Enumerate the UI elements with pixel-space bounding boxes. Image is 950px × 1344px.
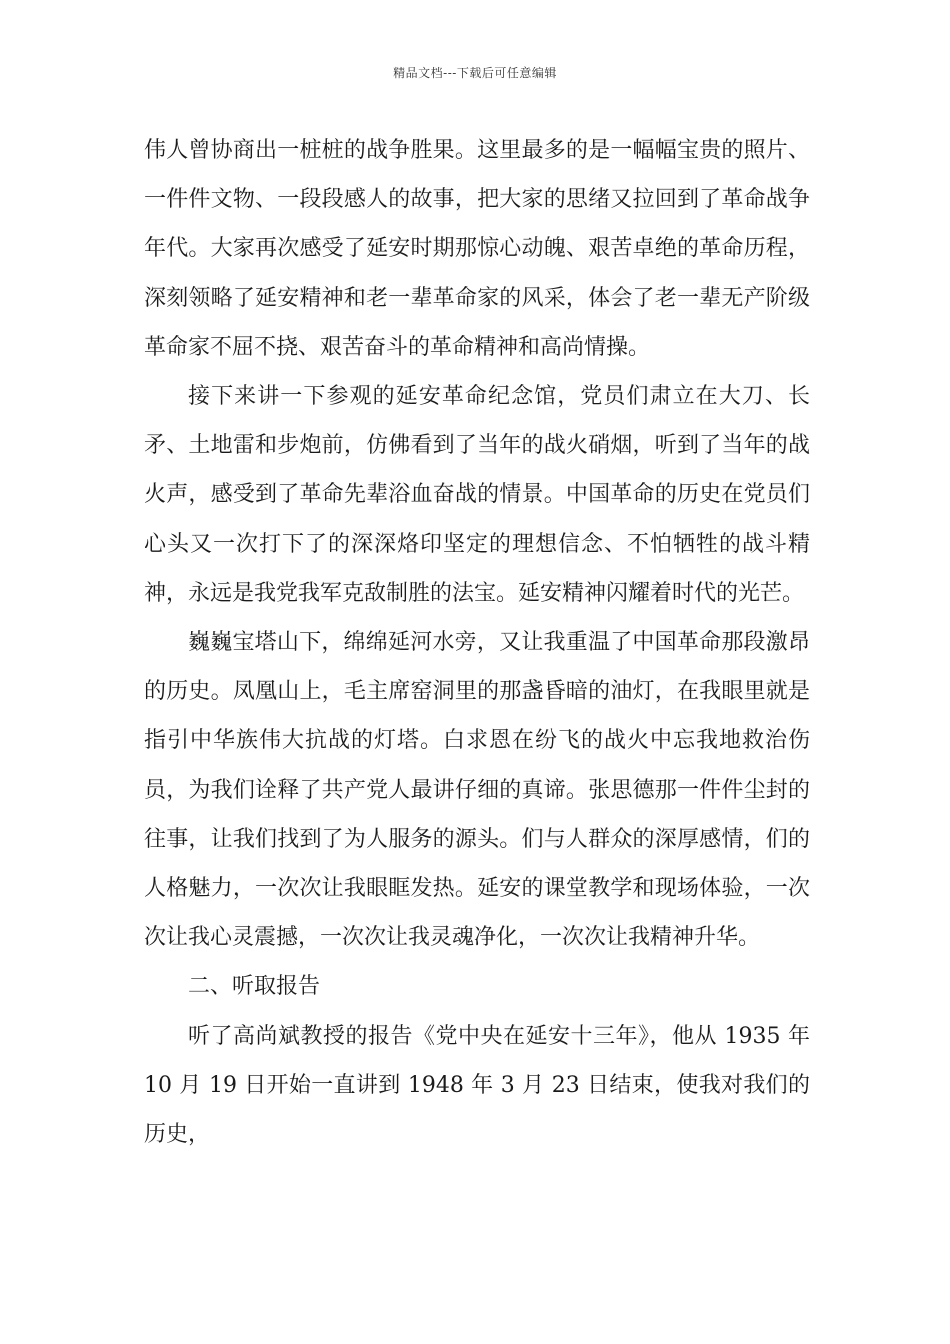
page-header: 精品文档---下载后可任意编辑 [393, 66, 557, 80]
section-heading-report: 二、听取报告 [188, 974, 321, 1000]
paragraph-baota-mountain: 巍巍宝塔山下，绵绵延河水旁，又让我重温了中国革命那段激昂的历史。凤凰山上，毛主席窑洞里的那盏昏暗的油灯，在我眼里就是指引中华族伟大抗战的灯塔。白求恩在纷飞的战火中忘我地救治伤员，为我们诠释了共产党人最讲仔细的真谛。张思德那一件件尘封的往事，让我们找到了为人服务的源头。们与人群众的深厚感情，们的人格魅力，一次次让我眼眶发热。延安的课堂教学和现场体验，一次次让我心灵震撼，一次次让我灵魂净化，一次次让我精神升华。 [144, 630, 810, 951]
paragraph-report: 听了高尚斌教授的报告《党中央在延安十三年》，他从 1935 年 10 月 19 日开始一直讲到 1948 年 3 月 23 日结束，使我对我们的历史， [144, 1023, 810, 1148]
paragraph-memorial-hall: 接下来讲一下参观的延安革命纪念馆，党员们肃立在大刀、长矛、土地雷和步炮前，仿佛看到了当年的战火硝烟，听到了当年的战火声，感受到了革命先辈浴血奋战的情景。中国革命的历史在党员们心头又一次打下了的深深烙印坚定的理想信念、不怕牺牲的战斗精神，永远是我党我军克敌制胜的法宝。延安精神闪耀着时代的光芒。 [144, 384, 810, 606]
paragraph-continuation: 伟人曾协商出一桩桩的战争胜果。这里最多的是一幅幅宝贵的照片、一件件文物、一段段感人的故事，把大家的思绪又拉回到了革命战争年代。大家再次感受了延安时期那惊心动魄、艰苦卓绝的革命历程，深刻领略了延安精神和老一辈革命家的风采，体会了老一辈无产阶级革命家不屈不挠、艰苦奋斗的革命精神和高尚情操。 [144, 138, 810, 360]
document-body [144, 126, 810, 1159]
